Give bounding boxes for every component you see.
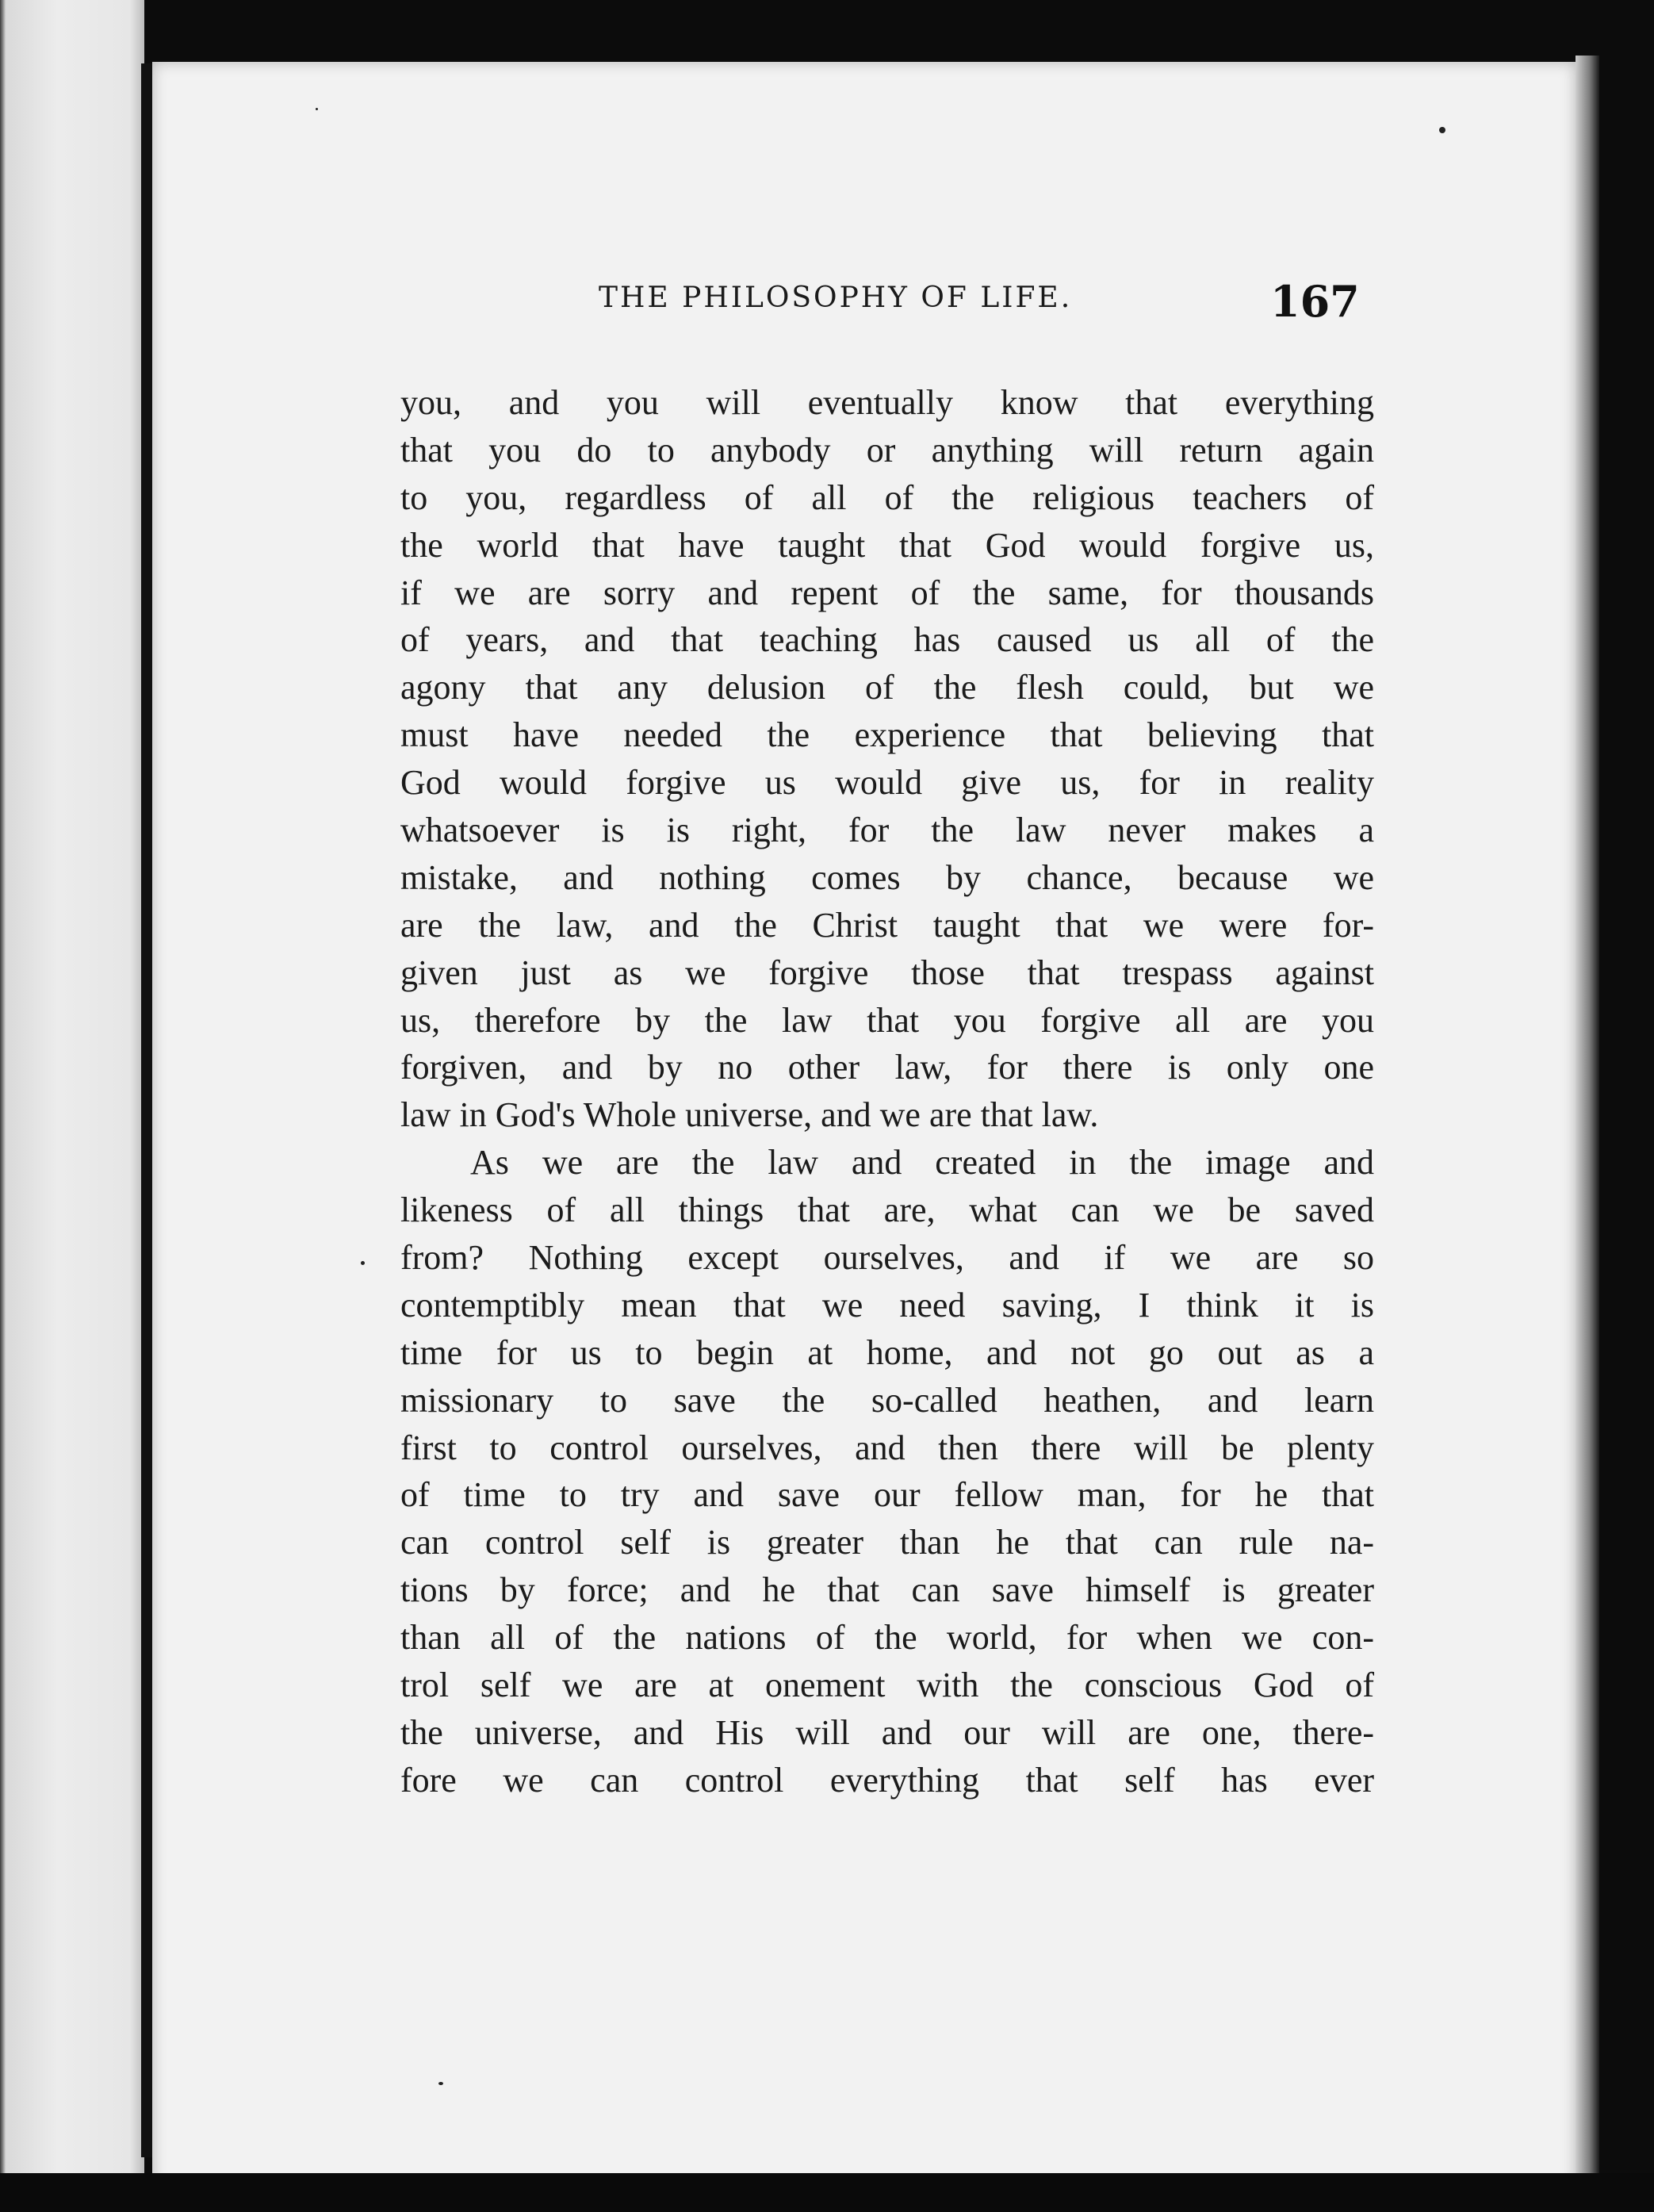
text-line: if we are sorry and repent of the same, for thousands [400, 573, 1374, 612]
text-line: the world that have taught that God would forgive us, [400, 525, 1374, 565]
text-line: the universe, and His will and our will are one, there- [400, 1712, 1374, 1752]
body-text [400, 379, 1374, 1804]
text-line: than all of the nations of the world, for when we con- [400, 1618, 1374, 1658]
text-line: fore we can control everything that self has ever [400, 1760, 1374, 1800]
facing-page-edge [0, 0, 144, 2212]
text-line: God would forgive us would give us, for in reality [400, 763, 1374, 803]
text-line: can control self is greater than he that can rule na- [400, 1523, 1374, 1562]
text-line: from? Nothing except ourselves, and if we are so [400, 1238, 1374, 1278]
text-line: to you, regardless of all of the religious teachers of [400, 477, 1374, 517]
text-line: mistake, and nothing comes by chance, because we [400, 857, 1374, 897]
page-right-edge [1576, 56, 1599, 2197]
text-line: you, and you will eventually know that everything [400, 383, 1374, 422]
text-line: of time to try and save our fellow man, for he that [400, 1475, 1374, 1515]
scan-bottom-border [0, 2173, 1654, 2212]
running-head: THE PHILOSOPHY OF LIFE. [599, 282, 1073, 314]
text-line: us, therefore by the law that you forgive all are you [400, 1000, 1374, 1040]
text-line: first to control ourselves, and then there will be plenty [400, 1428, 1374, 1467]
dust-speck [438, 2082, 443, 2085]
text-line: likeness of all things that are, what can we be saved [400, 1190, 1374, 1230]
text-line: tions by force; and he that can save himself is greater [400, 1570, 1374, 1610]
text-line: missionary to save the so-called heathen, and learn [400, 1380, 1374, 1420]
text-line: time for us to begin at home, and not go out as a [400, 1332, 1374, 1372]
text-line: agony that any delusion of the flesh could, but we [400, 668, 1374, 707]
dust-speck [316, 108, 318, 110]
text-line: of years, and that teaching has caused us all of the [400, 620, 1374, 660]
text-line: law in God's Whole universe, and we are that law. [400, 1095, 1099, 1135]
page-number: 167 [1270, 276, 1360, 327]
text-line: are the law, and the Christ taught that we were for- [400, 905, 1374, 945]
text-line: forgiven, and by no other law, for there is only one [400, 1048, 1374, 1087]
gutter-shadow [141, 63, 152, 2157]
text-line: given just as we forgive those that trespass against [400, 953, 1374, 992]
text-line: must have needed the experience that believing that [400, 715, 1374, 755]
text-line: trol self we are at onement with the conscious God of [400, 1666, 1374, 1705]
dust-speck [1439, 127, 1445, 133]
text-line: whatsoever is is right, for the law never makes a [400, 811, 1374, 850]
text-line: As we are the law and created in the image and [470, 1143, 1374, 1183]
text-line: contemptibly mean that we need saving, I think it is [400, 1285, 1374, 1325]
text-line: that you do to anybody or anything will return again [400, 430, 1374, 470]
dust-speck [361, 1261, 365, 1265]
